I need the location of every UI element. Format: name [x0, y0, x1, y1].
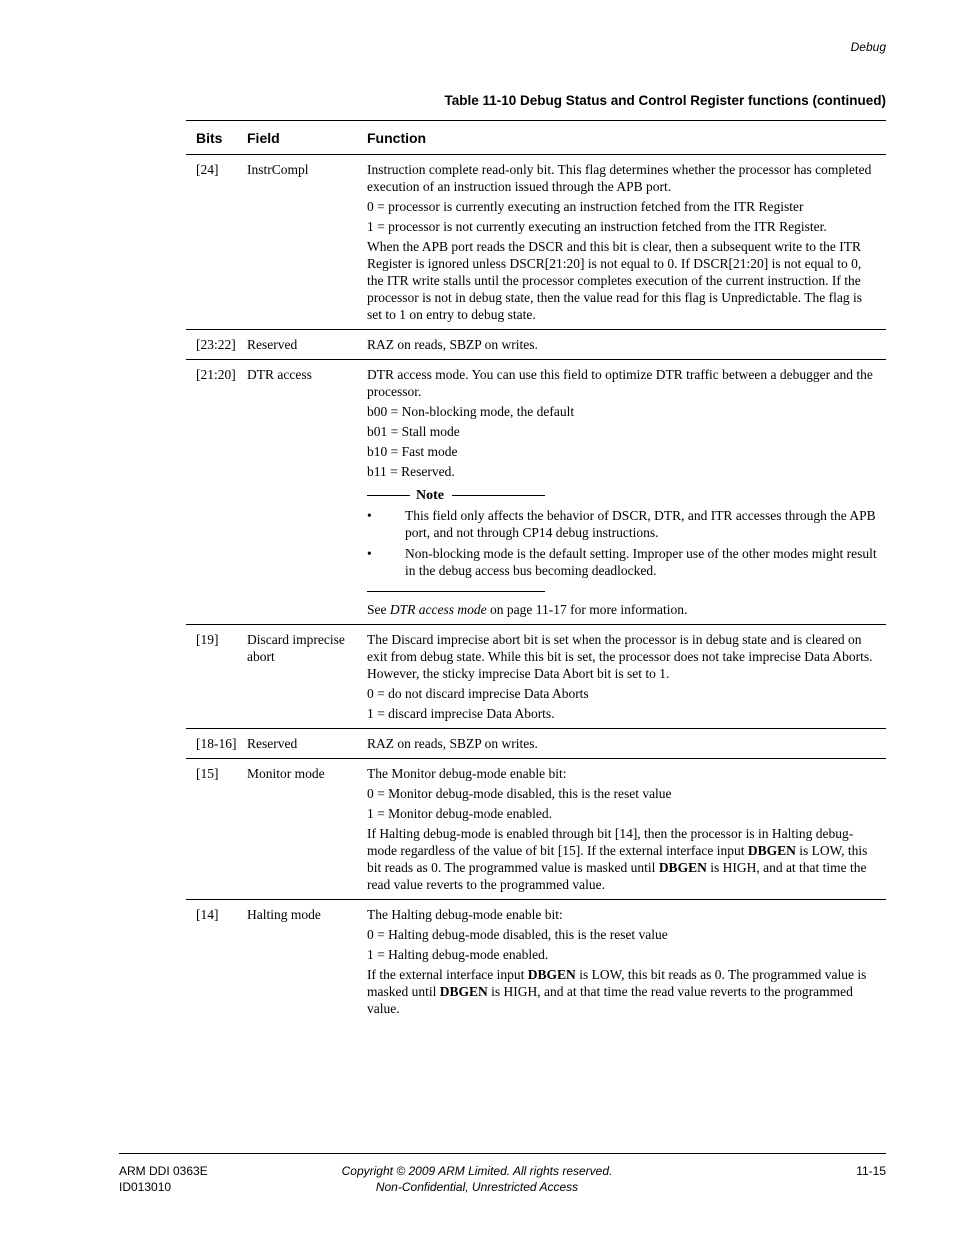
copyright-text: Copyright © 2009 ARM Limited. All rights reserved.	[341, 1164, 613, 1178]
row-field: DTR access	[247, 367, 312, 382]
row-function	[367, 765, 886, 893]
note-rule-right	[452, 495, 545, 496]
note-rule-bottom	[367, 591, 545, 592]
table-header-row	[186, 120, 886, 155]
row-field: Reserved	[247, 736, 298, 751]
footer-rule	[119, 1153, 886, 1154]
function-paragraph: The Monitor debug-mode enable bit:	[367, 766, 567, 781]
row-field: Discard imprecise abort	[247, 632, 345, 664]
cross-reference-link[interactable]: DTR access mode	[389, 602, 487, 617]
confidentiality-text: Non-Confidential, Unrestricted Access	[375, 1180, 579, 1194]
footer-center	[0, 1163, 954, 1195]
function-paragraph: 0 = processor is currently executing an instruction fetched from the ITR Register	[367, 199, 804, 214]
note-text: This field only affects the behavior of DSCR, DTR, and ITR accesses through the APB port, and not through CP14 debug instructions.	[405, 508, 876, 540]
table-row	[186, 360, 886, 625]
signal-name: DBGEN	[439, 984, 488, 999]
text-run: is LOW, this bit reads as 0. The programmed value is masked until	[367, 843, 868, 875]
signal-name: DBGEN	[527, 967, 576, 982]
table-row	[186, 729, 886, 759]
function-paragraph: DTR access mode. You can use this field to optimize DTR traffic between a debugger and the processor.	[367, 367, 873, 399]
list-item	[367, 545, 878, 579]
function-paragraph: The Halting debug-mode enable bit:	[367, 907, 563, 922]
note-rule-left	[367, 495, 410, 496]
note-list	[367, 507, 878, 579]
table-row	[186, 759, 886, 900]
see-prefix: See	[367, 602, 390, 617]
page-number: 11-15	[856, 1164, 886, 1178]
function-paragraph: 0 = Monitor debug-mode disabled, this is the reset value	[367, 786, 672, 801]
function-paragraph: 1 = processor is not currently executing an instruction fetched from the ITR Register.	[367, 219, 827, 234]
list-item	[367, 507, 878, 541]
row-bits: [15]	[196, 766, 219, 781]
table-row	[186, 900, 886, 1023]
see-also-paragraph	[367, 601, 878, 618]
function-paragraph: 0 = Halting debug-mode disabled, this is the reset value	[367, 927, 668, 942]
see-suffix: on page 11-17 for more information.	[486, 602, 688, 617]
function-paragraph	[367, 966, 878, 1017]
table-row	[186, 155, 886, 330]
text-run: is LOW, this bit reads as 0. The programmed value is masked until	[367, 967, 867, 999]
bullet-glyph: •	[367, 508, 372, 523]
header-bits: Bits	[196, 129, 223, 146]
row-field: Halting mode	[247, 907, 321, 922]
function-paragraph: b01 = Stall mode	[367, 424, 460, 439]
function-paragraph	[367, 825, 878, 893]
row-bits: [24]	[196, 162, 219, 177]
row-function	[367, 336, 886, 353]
table-caption: Table 11-10 Debug Status and Control Register functions (continued)	[444, 93, 886, 108]
row-bits: [21:20]	[196, 367, 236, 382]
function-paragraph: 0 = do not discard imprecise Data Aborts	[367, 686, 589, 701]
text-run: If the external interface input	[367, 967, 528, 982]
note-text: Non-blocking mode is the default setting. Improper use of the other modes might result in the debug access bus becoming deadlocked.	[405, 546, 877, 578]
text-run: If Halting debug-mode is enabled through bit [14], then the processor is in Halting debug-mode regardless of the value of bit [15]. If the external interface input	[367, 826, 854, 858]
header-field: Field	[247, 129, 280, 146]
function-paragraph: 1 = Halting debug-mode enabled.	[367, 947, 549, 962]
row-function	[367, 631, 886, 722]
signal-name: DBGEN	[747, 843, 796, 858]
text-run: is HIGH, and at that time the read value reverts to the programmed value.	[367, 984, 853, 1016]
bullet-glyph: •	[367, 546, 372, 561]
row-function	[367, 735, 886, 752]
function-paragraph: RAZ on reads, SBZP on writes.	[367, 337, 538, 352]
text-run: is HIGH, and at that time the read value reverts to the programmed value.	[367, 860, 867, 892]
table-row	[186, 625, 886, 729]
function-paragraph: b11 = Reserved.	[367, 464, 455, 479]
row-field: Reserved	[247, 337, 298, 352]
function-paragraph: 1 = discard imprecise Data Aborts.	[367, 706, 555, 721]
row-bits: [18-16]	[196, 736, 237, 751]
row-bits: [23:22]	[196, 337, 236, 352]
function-paragraph: RAZ on reads, SBZP on writes.	[367, 736, 538, 751]
running-head: Debug	[850, 40, 886, 54]
row-field: InstrCompl	[247, 162, 309, 177]
function-paragraph: b10 = Fast mode	[367, 444, 458, 459]
function-paragraph: Instruction complete read-only bit. This flag determines whether the processor has completed execution of an instruction issued through the APB port.	[367, 162, 872, 194]
function-paragraph: 1 = Monitor debug-mode enabled.	[367, 806, 552, 821]
function-paragraph: When the APB port reads the DSCR and this bit is clear, then a subsequent write to the ITR Register is ignored unless DSCR[21:20] is not equal to 0. If DSCR[21:20] is not equal to 0, the ITR write stalls until the processor completes execution of the current instruction. If the processor is not in debug state, then the value read for this flag is Unpredictable. The flag is set to 1 on entry to debug state.	[367, 239, 862, 322]
register-table	[186, 120, 886, 1023]
row-field: Monitor mode	[247, 766, 325, 781]
row-function	[367, 161, 886, 323]
doc-id: ARM DDI 0363E	[119, 1164, 208, 1178]
function-paragraph: b00 = Non-blocking mode, the default	[367, 404, 575, 419]
signal-name: DBGEN	[658, 860, 707, 875]
note-heading	[367, 486, 545, 504]
function-paragraph: The Discard imprecise abort bit is set when the processor is in debug state and is cleared on exit from debug state. While this bit is set, the processor does not take imprecise Data Aborts. However, the sticky imprecise Data Abort bit is set to 1.	[367, 632, 873, 681]
table-row	[186, 330, 886, 360]
row-bits: [19]	[196, 632, 219, 647]
note-label: Note	[416, 487, 444, 503]
issue-id: ID013010	[119, 1180, 172, 1194]
row-bits: [14]	[196, 907, 219, 922]
row-function	[367, 366, 886, 618]
row-function	[367, 906, 886, 1017]
note-box	[367, 486, 878, 592]
header-function: Function	[367, 129, 427, 146]
